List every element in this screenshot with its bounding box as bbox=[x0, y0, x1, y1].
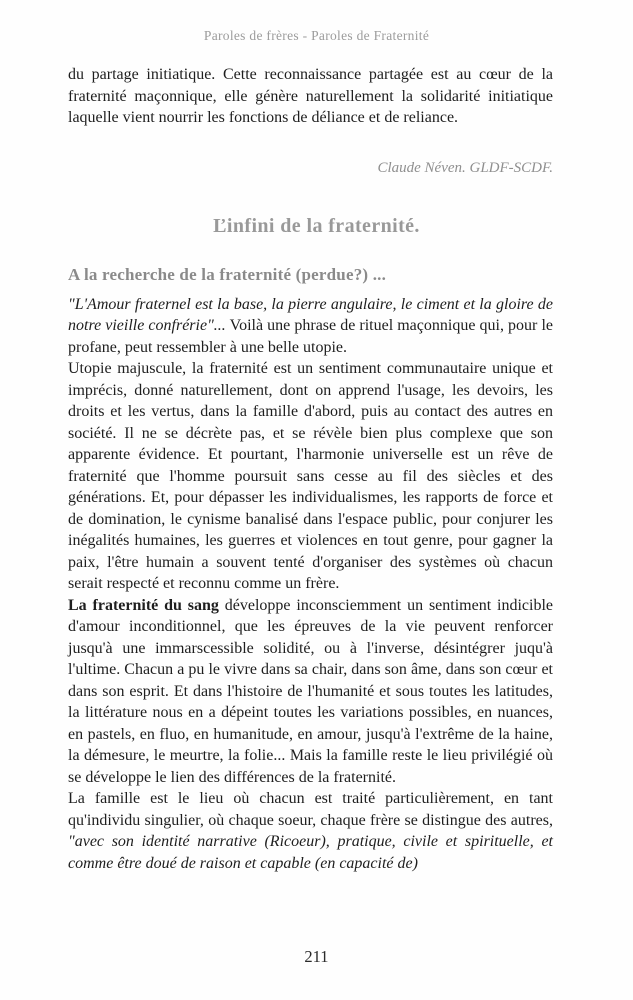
paragraph-utopie: Utopie majuscule, la fraternité est un sentiment communautaire unique et imprécis, donné naturellement, dont on apprend l'usage, les devoirs, les droits et les vertus, dans la famille d'abord, puis au contact des autres en société. Il ne se décrète pas, et se révèle bien plus complexe que son apparente évidence. Et pourtant, l'harmonie universelle est un rêve de fraternité que l'homme poursuit sans cesse au fil des siècles et des générations. Et, pour dépasser les individualismes, les rapports de force et de domination, le cynisme banalisé dans l'espace public, pour conjurer les inégalités humaines, les guerres et violences en tout genre, pour gagner la paix, l'être humain a souvent tenté d'organiser des systèmes où chacun serait respecté et reconnu comme un frère. bbox=[68, 360, 553, 592]
running-header: Paroles de frères - Paroles de Fraternité bbox=[203, 28, 430, 43]
section-title: Ľinfini de la fraternité. bbox=[213, 214, 420, 237]
fraternite-du-sang-rest: développe inconsciemment un sentiment indicible d'amour inconditionnel, que les épreuves de la vie peuvent renforcer jusqu'à une immarscessible solidité, ou à l'inverse, désintégrer juqu'à l'ultime. Chacun a pu le vivre dans sa chair, dans son âme, dans son cœur et dans son esprit. Et dans l'histoire de l'humanité et sous toutes les latitudes, la littérature nous en a dépeint toutes les variations possibles, en nuances, en pastels, en fluo, en humanitude, en amour, jusqu'à l'extrême de la haine, la démesure, le meurtre, la folie... Mais la famille reste le lieu privilégié où se développe le lien des différences de la fraternité. bbox=[68, 596, 553, 786]
famille-quote-italic: "avec son identité narrative (Ricoeur), pratique, civile et spirituelle, et comme être doué de raison et capable (en capacité de) bbox=[68, 833, 553, 872]
ritual-quote-rest: Voilà une phrase de rituel maçonnique qui, pour le profane, peut ressembler à une belle utopie. bbox=[68, 317, 554, 356]
section-subheading: A la recherche de la fraternité (perdue?) ... bbox=[68, 264, 387, 284]
page-number: 211 bbox=[304, 947, 329, 966]
ritual-quote-italic: "L'Amour fraternel est la base, la pierre angulaire, le ciment et la gloire de notre vieille confrérie"... bbox=[68, 295, 553, 334]
author-attribution: Claude Néven. GLDF-SCDF. bbox=[377, 159, 553, 176]
fraternite-du-sang-bold-lead: La fraternité du sang bbox=[68, 596, 219, 614]
paragraph-famille bbox=[68, 788, 553, 874]
paragraph-fraternite-du-sang bbox=[68, 595, 553, 789]
famille-lead: La famille est le lieu où chacun est traité particulièrement, en tant qu'individu singulier, où chaque soeur, chaque frère se distingue des autres, bbox=[68, 790, 553, 829]
intro-paragraph: du partage initiatique. Cette reconnaissance partagée est au cœur de la fraternité maçonnique, elle génère naturellement la solidarité initiatique laquelle vient nourrir les fonctions de déliance et de reliance. bbox=[68, 66, 553, 126]
paragraph-ritual-quote bbox=[68, 294, 553, 359]
